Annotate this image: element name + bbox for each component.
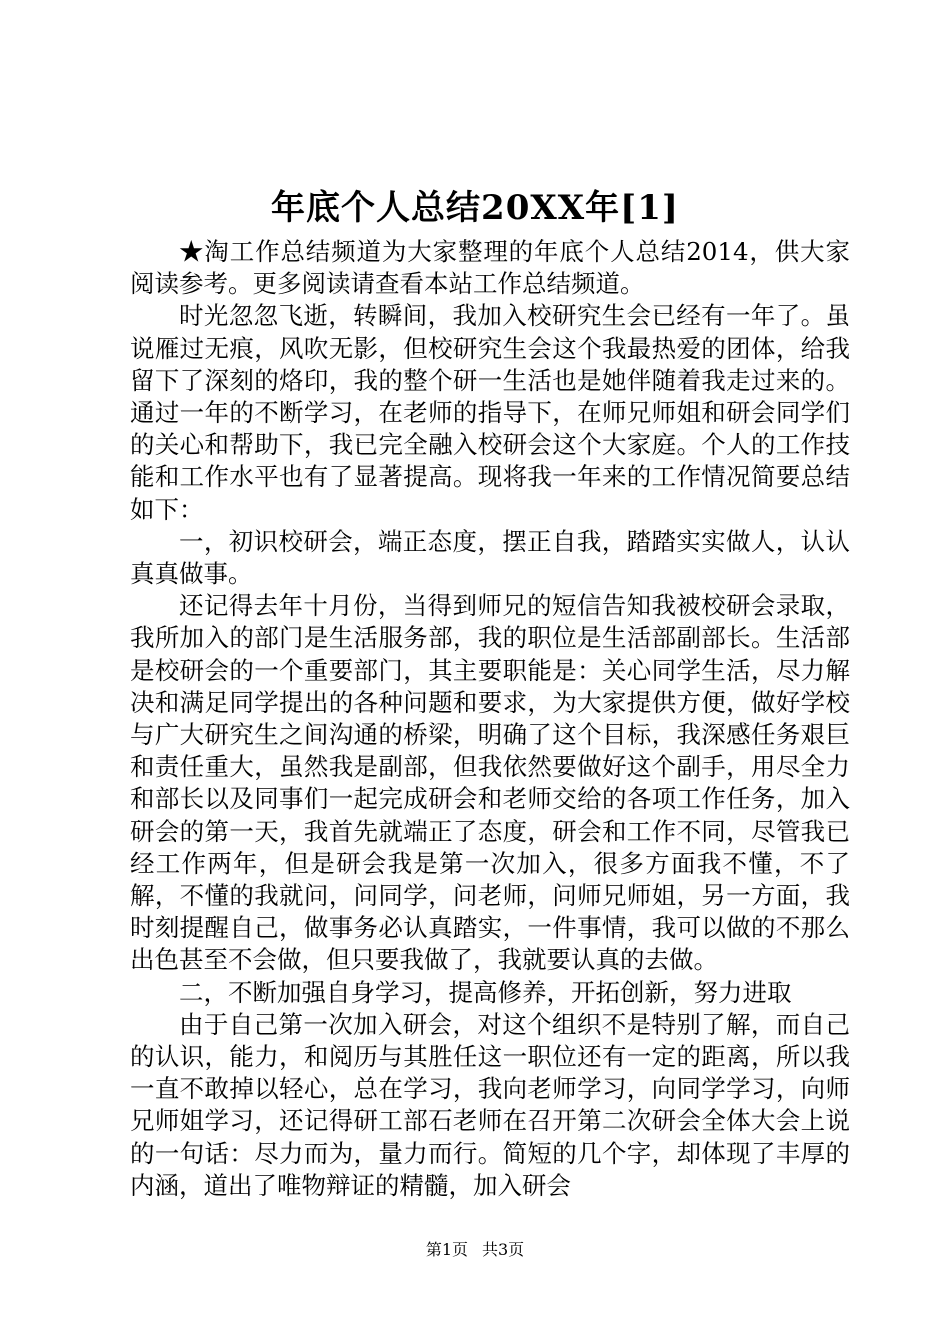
document-title: 年底个人总结20XX年[1] — [271, 188, 679, 228]
paragraph-intro: ★淘工作总结频道为大家整理的年底个人总结2014，供大家阅读参考。更多阅读请查看本站工作总结频道。 — [130, 237, 850, 299]
paragraph-section-1: 还记得去年十月份，当得到师兄的短信告知我被校研会录取，我所加入的部门是生活服务部，我的职位是生活部副部长。生活部是校研会的一个重要部门，其主要职能是：关心同学生活，尽力解决和满足同学提出的各种问题和要求，为大家提供方便，做好学校与广大研究生之间沟通的桥梁，明确了这个目标，我深感任务艰巨和责任重大，虽然我是副部，但我依然要做好这个副手，用尽全力和部长以及同事们一起完成研会和老师交给的各项工作任务，加入研会的第一天，我首先就端正了态度，研会和工作不同，尽管我已经工作两年，但是研会我是第一次加入，很多方面我不懂，不了解，不懂的我就问，问同学，问老师，问师兄师姐，另一方面，我时刻提醒自己，做事务必认真踏实，一件事情，我可以做的不那么出色甚至不会做，但只要我做了，我就要认真的去做。 — [130, 591, 850, 975]
page-total: 共3页 — [482, 1240, 525, 1259]
section-heading-1: 一，初识校研会，端正态度，摆正自我，踏踏实实做人，认认真真做事。 — [130, 526, 850, 589]
paragraph-overview: 时光忽忽飞逝，转瞬间，我加入校研究生会已经有一年了。虽说雁过无痕，风吹无影，但校研究生会这个我最热爱的团体，给我留下了深刻的烙印，我的整个研一生活也是她伴随着我走过来的。通过一年的不断学习，在老师的指导下，在师兄师姐和研会同学们的关心和帮助下，我已完全融入校研会这个大家庭。个人的工作技能和工作水平也有了显著提高。现将我一年来的工作情况简要总结如下： — [130, 301, 850, 524]
document-body — [130, 236, 850, 1202]
section-heading-2: 二，不断加强自身学习，提高修养，开拓创新，努力进取 — [179, 977, 792, 1007]
page-number: 第1页 — [425, 1240, 468, 1259]
paragraph-section-2: 由于自己第一次加入研会，对这个组织不是特别了解，而自己的认识，能力，和阅历与其胜任这一职位还有一定的距离，所以我一直不敢掉以轻心，总在学习，我向老师学习，向同学学习，向师兄师姐学习，还记得研工部石老师在召开第二次研会全体大会上说的一句话：尽力而为，量力而行。简短的几个字，却体现了丰厚的内涵，道出了唯物辩证的精髓，加入研会 — [130, 1009, 850, 1200]
page-footer — [0, 1238, 950, 1262]
